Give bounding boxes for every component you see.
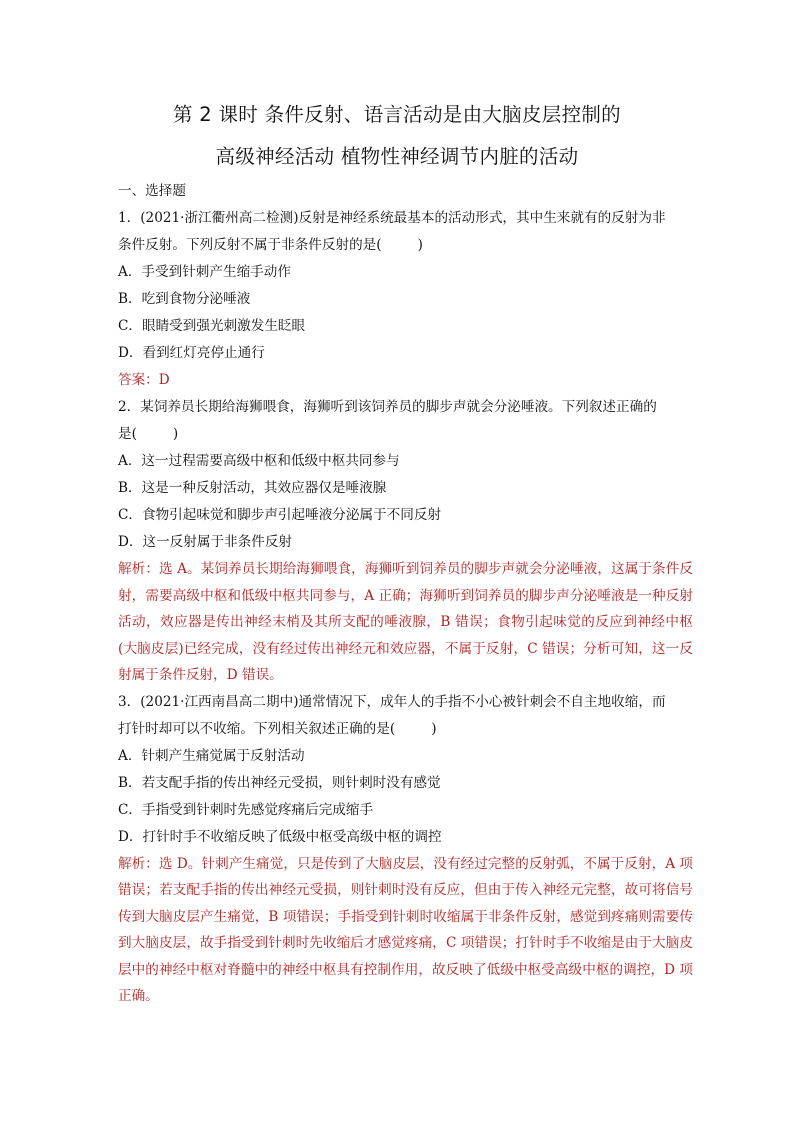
- q2-explanation: 解析：选 A。某饲养员长期给海狮喂食，海狮听到饲养员的脚步声就会分泌唾液，这属于条件反射，需要高级中枢和低级中枢共同参与，A 正确；海狮听到饲养员的脚步声分泌唾液是一种反射活动，效应器是传出神经末梢及其所支配的唾液腺，B 错误；食物引起味觉的反应到神经中枢(大脑皮层)已经完成，没有经过传出神经元和效应器，不属于反射，C 错误；分析可知，这一反射属于条件反射，D 错误。: [118, 561, 693, 683]
- page-title-line-2: 高级神经活动 植物性神经调节内脏的活动: [215, 145, 579, 168]
- q2-stem-close: ): [172, 426, 179, 442]
- q3-option-b: B．若支配手指的传出神经元受损，则针刺时没有感觉: [118, 774, 441, 791]
- section-heading: 一、选择题: [118, 183, 186, 199]
- q2-option-a: A．这一过程需要高级中枢和低级中枢共同参与: [118, 453, 400, 469]
- q2-option-b: B．这是一种反射活动，其效应器仅是唾液腺: [118, 480, 387, 496]
- q1-option-a: A．手受到针刺产生缩手动作: [118, 264, 291, 280]
- q3-stem-text: 打针时却可以不收缩。下列相关叙述正确的是(: [118, 720, 396, 737]
- q3-option-c: C．手指受到针刺时先感觉疼痛后完成缩手: [118, 801, 374, 818]
- q1-stem-text: 条件反射。下列反射不属于非条件反射的是(: [118, 237, 382, 253]
- q1-stem-close: ): [417, 237, 423, 253]
- q1-option-d: D．看到红灯亮停止通行: [118, 345, 265, 361]
- q1-option-c: C．眼睛受到强光刺激发生眨眼: [118, 318, 306, 334]
- q2-stem-line-2: [118, 421, 693, 448]
- q3-stem-close: ): [431, 720, 437, 737]
- q1-answer: 答案：D: [118, 372, 170, 388]
- q3-explanation: 解析：选 D。针刺产生痛觉，只是传到了大脑皮层，没有经过完整的反射弧，不属于反射，A 项错误；若支配手指的传出神经元受损，则针刺时没有反应，但由于传入神经元完整，故可将信号传到大脑皮层产生痛觉，B 项错误；手指受到针刺时收缩属于非条件反射，感觉到疼痛则需要传到大脑皮层，故手指受到针刺时先收缩后才感觉疼痛，C 项错误；打针时手不收缩是由于大脑皮层中的神经中枢对脊髓中的神经中枢具有控制作用，故反映了低级中枢受高级中枢的调控，D 项正确。: [118, 855, 693, 1004]
- q2-option-d: D．这一反射属于非条件反射: [118, 534, 293, 550]
- q2-stem-line-1: 2．某饲养员长期给海狮喂食，海狮听到该饲养员的脚步声就会分泌唾液。下列叙述正确的: [118, 399, 657, 415]
- q3-stem-line-2: [118, 716, 693, 743]
- q2-option-c: C．食物引起味觉和脚步声引起唾液分泌属于不同反射: [118, 507, 442, 523]
- q1-stem-line-2: [118, 232, 693, 259]
- page-title-line-1: 第 2 课时 条件反射、语言活动是由大脑皮层控制的: [172, 103, 621, 126]
- q3-option-a: A．针刺产生痛觉属于反射活动: [118, 747, 305, 764]
- q3-stem-line-1: 3．(2021·江西南昌高二期中)通常情况下，成年人的手指不小心被针刺会不自主地收缩，而: [118, 693, 666, 710]
- q1-stem-line-1: 1．(2021·浙江衢州高二检测)反射是神经系统最基本的活动形式，其中生来就有的反射为非: [118, 210, 666, 226]
- question-content: [118, 178, 693, 1010]
- q2-stem-text: 是(: [118, 426, 137, 442]
- q1-option-b: B．吃到食物分泌唾液: [118, 291, 251, 307]
- q3-option-d: D．打针时手不收缩反映了低级中枢受高级中枢的调控: [118, 828, 442, 845]
